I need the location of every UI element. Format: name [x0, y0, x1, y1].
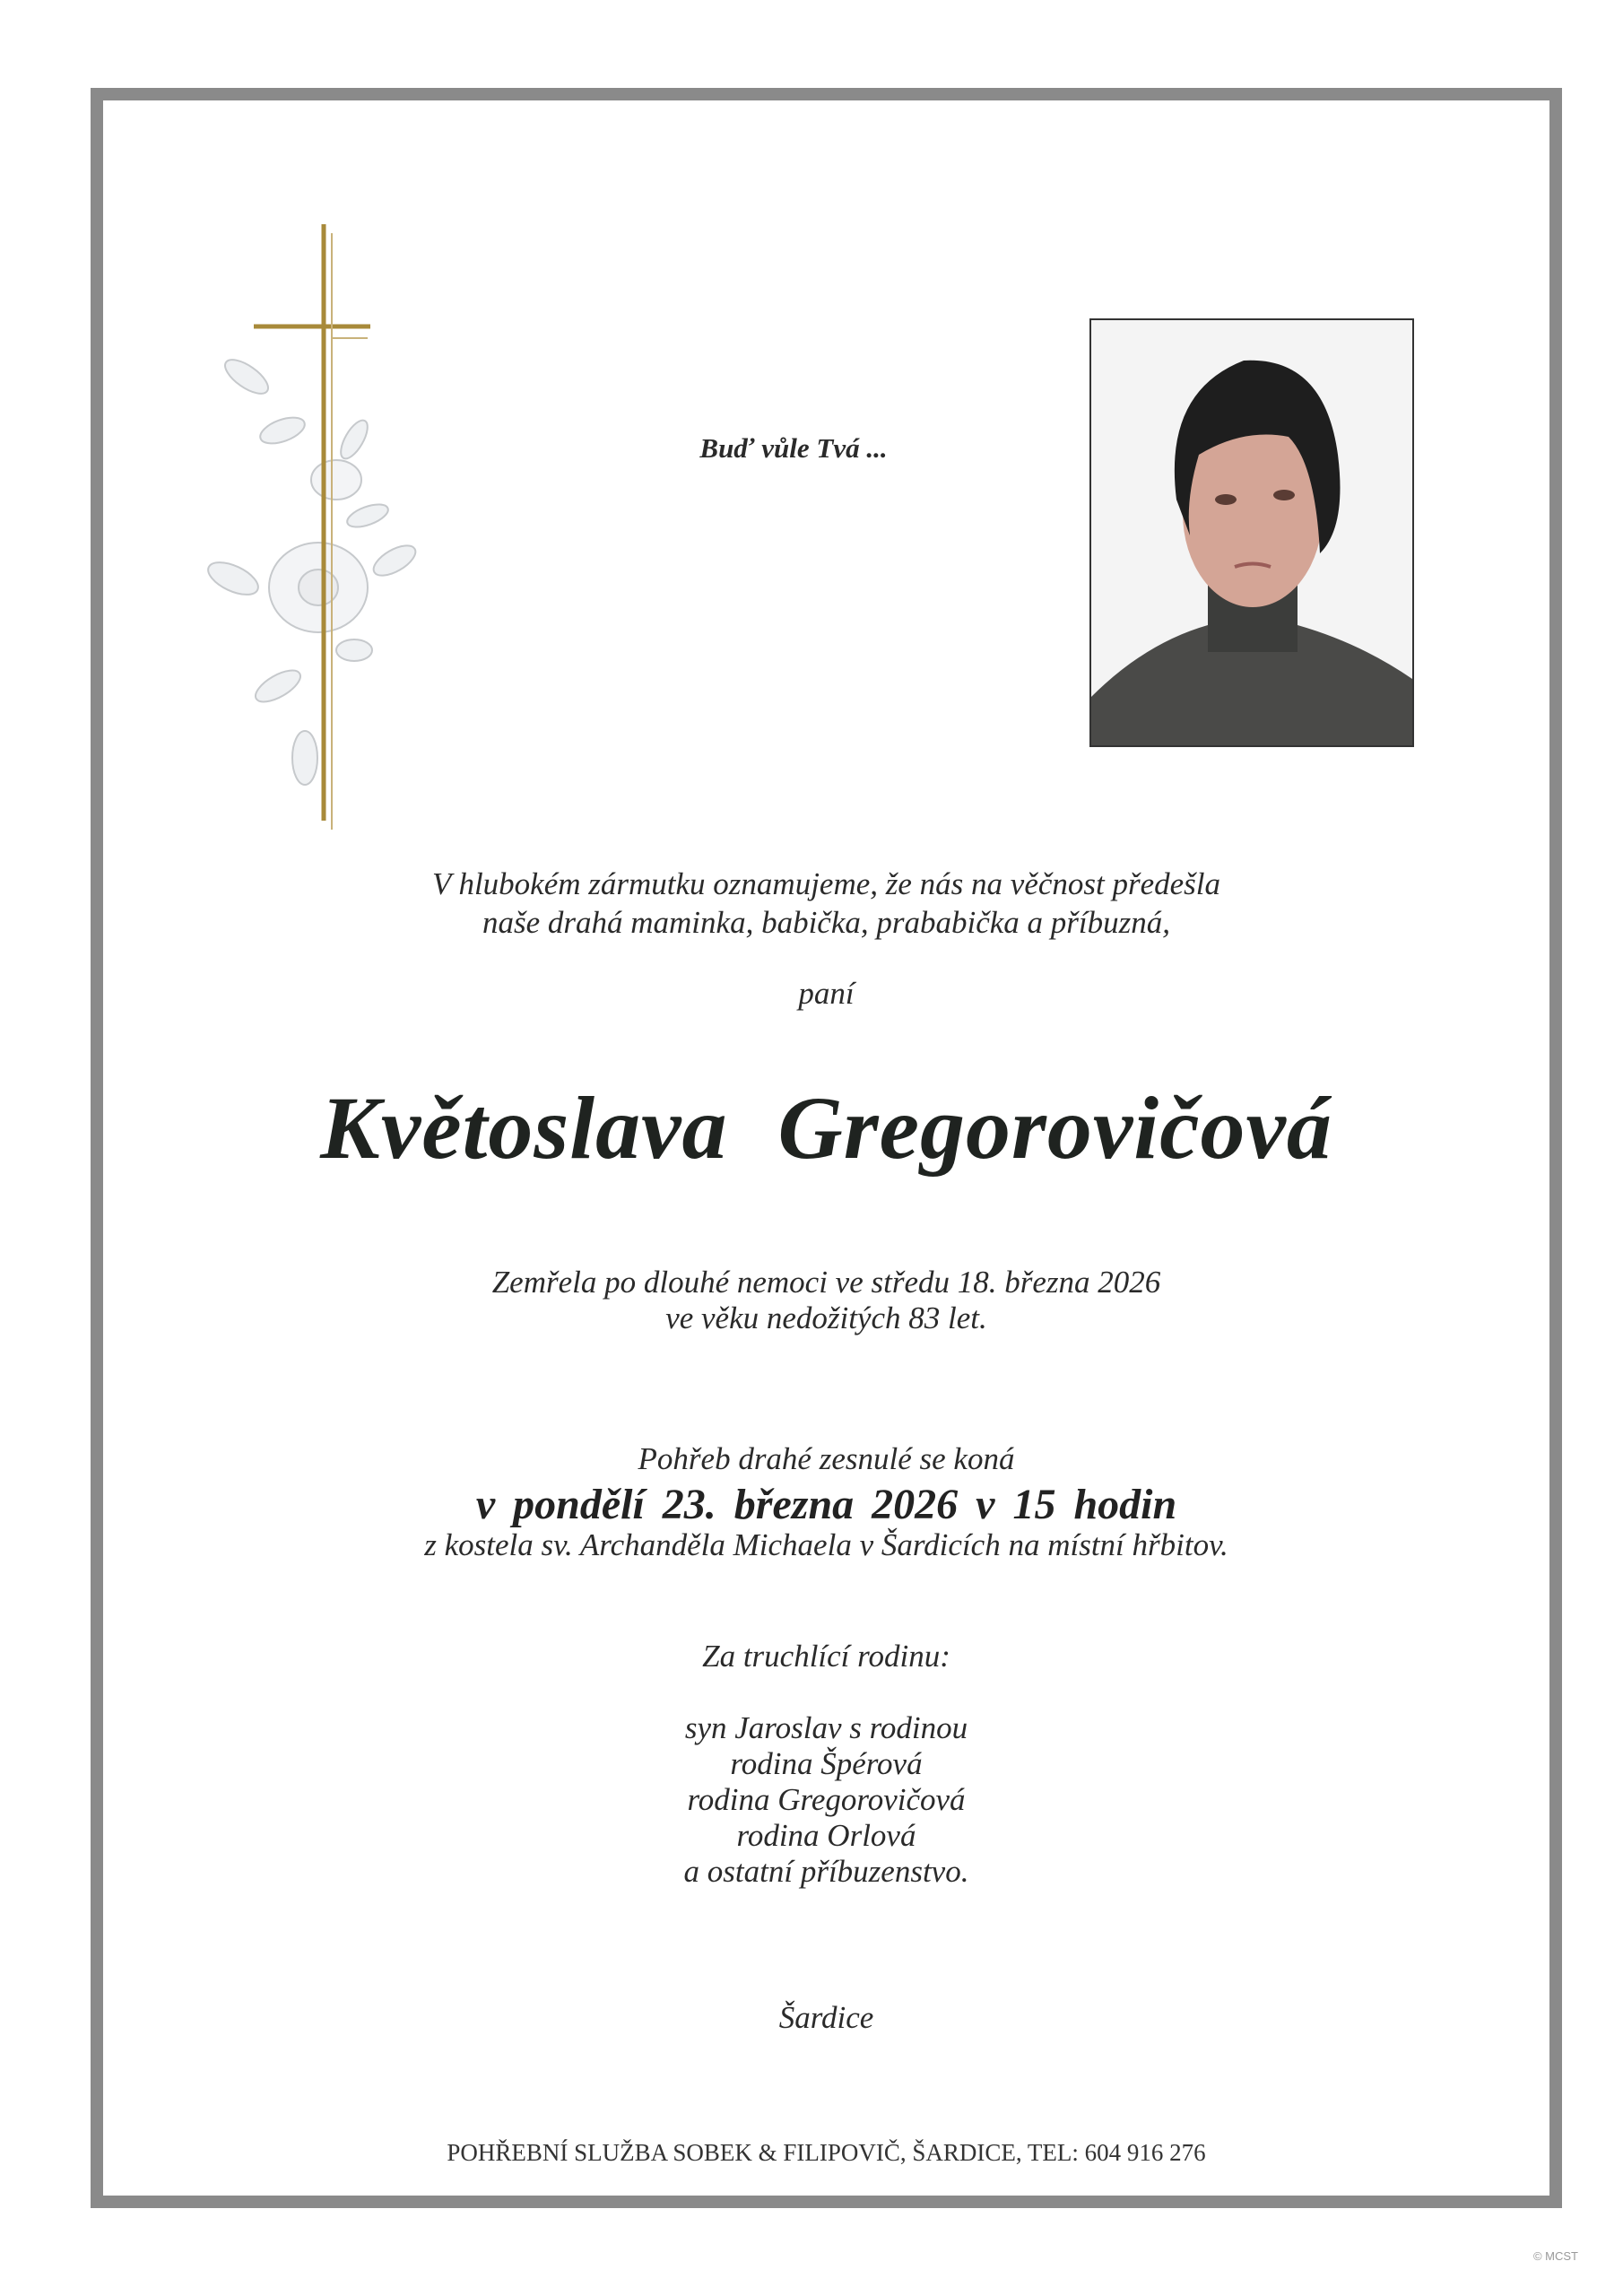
funeral-datetime: v pondělí 23. března 2026 v 15 hodin	[475, 1481, 1177, 1528]
death-line-2: ve věku nedožitých 83 let.	[665, 1300, 987, 1335]
mourner-item: rodina Špérová	[730, 1746, 923, 1781]
motto-text: Buď vůle Tvá ...	[699, 432, 888, 464]
place-text: Šardice	[778, 2000, 874, 2035]
honorific-text: paní	[798, 976, 855, 1011]
intro-line-2: naše drahá maminka, babička, prababička a příbuzná,	[482, 905, 1170, 940]
funeral-intro: Pohřeb drahé zesnulé se koná	[638, 1441, 1015, 1476]
mourner-item: a ostatní příbuzenstvo.	[683, 1854, 969, 1889]
mourner-item: syn Jaroslav s rodinou	[684, 1710, 968, 1745]
funeral-service-footer: POHŘEBNÍ SLUŽBA SOBEK & FILIPOVIČ, ŠARDICE, TEL: 604 916 276	[447, 2139, 1206, 2166]
mourner-item: rodina Gregorovičová	[687, 1782, 966, 1817]
death-line-1: Zemřela po dlouhé nemoci ve středu 18. března 2026	[491, 1265, 1161, 1300]
intro-line-1: V hlubokém zármutku oznamujeme, že nás na věčnost předešla	[431, 866, 1221, 901]
deceased-name: Květoslava Gregorovičová	[320, 1078, 1332, 1178]
mourners-heading: Za truchlící rodinu:	[702, 1639, 950, 1674]
funeral-place: z kostela sv. Archanděla Michaela v Šardicích na místní hřbitov.	[424, 1527, 1228, 1562]
cross-with-flowers-icon	[197, 220, 439, 839]
mourner-item: rodina Orlová	[736, 1818, 916, 1853]
portrait-photo	[1089, 318, 1414, 747]
copyright-text: © MCST	[1532, 2249, 1578, 2263]
